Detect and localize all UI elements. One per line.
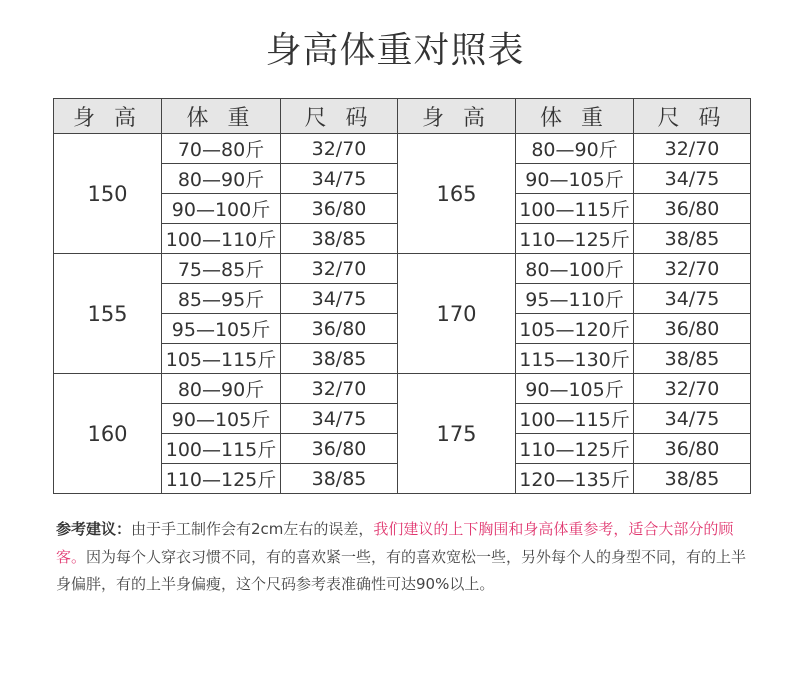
weight-cell: 115—130斤 [516, 344, 634, 374]
weight-cell: 80—100斤 [516, 254, 634, 284]
size-cell: 38/85 [634, 464, 751, 494]
header-weight: 体 重 [516, 99, 634, 134]
header-height: 身 高 [398, 99, 516, 134]
height-cell: 160 [54, 374, 162, 494]
size-cell: 32/70 [281, 254, 398, 284]
weight-cell: 105—115斤 [162, 344, 281, 374]
height-cell: 150 [54, 134, 162, 254]
weight-cell: 85—95斤 [162, 284, 281, 314]
height-cell: 155 [54, 254, 162, 374]
header-height: 身 高 [54, 99, 162, 134]
size-cell: 34/75 [281, 284, 398, 314]
weight-cell: 90—105斤 [162, 404, 281, 434]
size-cell: 38/85 [281, 344, 398, 374]
size-cell: 36/80 [634, 314, 751, 344]
weight-cell: 110—125斤 [162, 464, 281, 494]
size-cell: 38/85 [281, 464, 398, 494]
header-weight: 体 重 [162, 99, 281, 134]
size-advice-note [56, 516, 756, 599]
weight-cell: 100—110斤 [162, 224, 281, 254]
size-cell: 34/75 [281, 404, 398, 434]
size-cell: 36/80 [281, 314, 398, 344]
note-label: 参考建议： [56, 520, 132, 538]
weight-cell: 100—115斤 [516, 404, 634, 434]
size-cell: 36/80 [634, 434, 751, 464]
weight-cell: 80—90斤 [162, 164, 281, 194]
size-cell: 32/70 [634, 254, 751, 284]
weight-cell: 90—100斤 [162, 194, 281, 224]
size-cell: 38/85 [634, 224, 751, 254]
height-cell: 170 [398, 254, 516, 374]
weight-cell: 80—90斤 [516, 134, 634, 164]
note-highlight: 我们建议的上下胸围和身高体重参考，适合大部分的顾客。 [56, 520, 734, 566]
weight-cell: 110—125斤 [516, 434, 634, 464]
header-size: 尺 码 [634, 99, 751, 134]
weight-cell: 95—110斤 [516, 284, 634, 314]
weight-cell: 70—80斤 [162, 134, 281, 164]
table-row [54, 134, 751, 164]
size-cell: 34/75 [634, 164, 751, 194]
header-size: 尺 码 [281, 99, 398, 134]
weight-cell: 120—135斤 [516, 464, 634, 494]
weight-cell: 75—85斤 [162, 254, 281, 284]
note-text-intro: 由于手工制作会有2cm左右的误差， [131, 520, 374, 538]
size-chart-table [53, 98, 751, 494]
weight-cell: 95—105斤 [162, 314, 281, 344]
table-row [54, 254, 751, 284]
weight-cell: 100—115斤 [162, 434, 281, 464]
size-cell: 32/70 [634, 134, 751, 164]
size-cell: 38/85 [281, 224, 398, 254]
page-title: 身高体重对照表 [265, 30, 525, 71]
size-cell: 38/85 [634, 344, 751, 374]
weight-cell: 90—105斤 [516, 374, 634, 404]
size-cell: 36/80 [281, 194, 398, 224]
size-cell: 32/70 [634, 374, 751, 404]
size-cell: 32/70 [281, 374, 398, 404]
size-cell: 32/70 [281, 134, 398, 164]
size-cell: 36/80 [281, 434, 398, 464]
weight-cell: 105—120斤 [516, 314, 634, 344]
note-text-body: 因为每个人穿衣习惯不同，有的喜欢紧一些，有的喜欢宽松一些，另外每个人的身型不同，有的上半身偏胖，有的上半身偏瘦，这个尺码参考表准确性可达90%以上。 [56, 547, 747, 593]
table-header-row [54, 99, 751, 134]
table-row [54, 374, 751, 404]
height-cell: 175 [398, 374, 516, 494]
weight-cell: 100—115斤 [516, 194, 634, 224]
weight-cell: 90—105斤 [516, 164, 634, 194]
weight-cell: 80—90斤 [162, 374, 281, 404]
size-cell: 34/75 [634, 284, 751, 314]
weight-cell: 110—125斤 [516, 224, 634, 254]
size-cell: 34/75 [281, 164, 398, 194]
size-cell: 34/75 [634, 404, 751, 434]
height-cell: 165 [398, 134, 516, 254]
size-cell: 36/80 [634, 194, 751, 224]
